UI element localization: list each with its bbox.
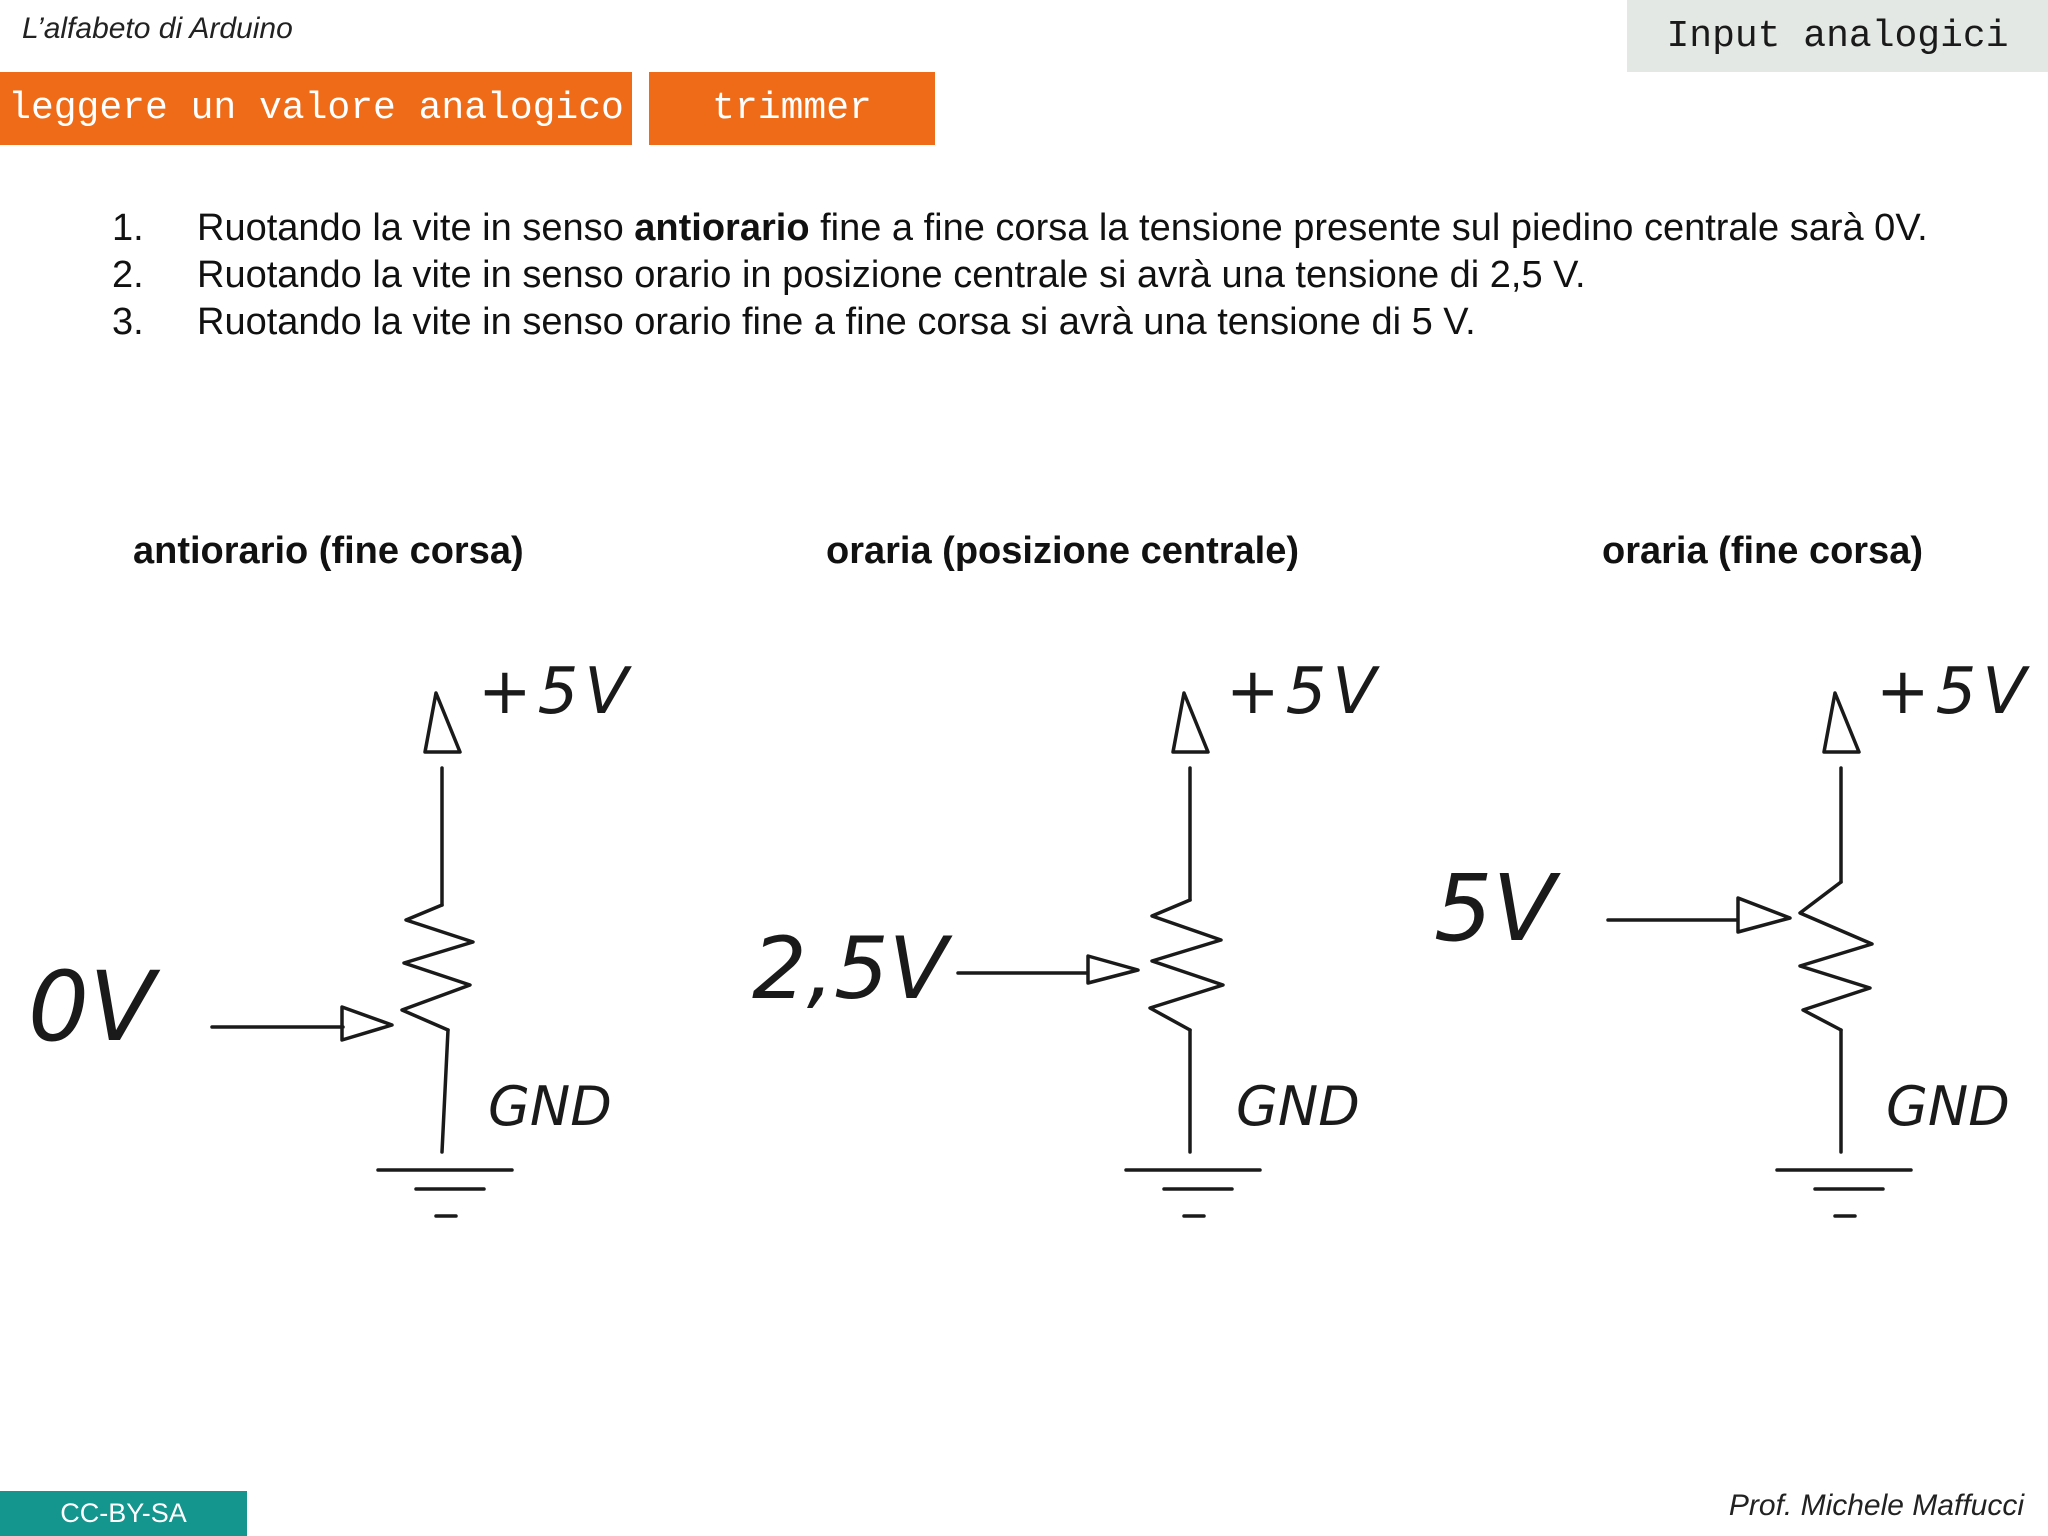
resistor-zigzag-icon	[1150, 900, 1223, 1030]
step-number: 3.	[112, 301, 144, 343]
brand-title: L’alfabeto di Arduino	[22, 12, 293, 45]
schematic-cw-end	[1608, 693, 1911, 1216]
diagram-title-cw-center: oraria (posizione centrale)	[826, 530, 1300, 572]
topic-tag-trimmer: trimmer	[649, 72, 935, 145]
author-name: Prof. Michele Maffucci	[1728, 1489, 2024, 1522]
ground-icon	[1777, 1170, 1911, 1216]
wiper-voltage-label: 2,5V	[752, 919, 948, 1019]
step-text-bold: antiorario	[634, 207, 810, 249]
wire-bottom	[442, 1030, 448, 1152]
wiper-voltage-label: 5V	[1434, 855, 1556, 962]
supply-label: +5V	[1226, 655, 1383, 729]
schematic-ccw-end	[212, 693, 512, 1216]
step-number: 2.	[112, 254, 144, 296]
wiper-arrow-icon	[958, 956, 1138, 983]
diagram-title-ccw-end: antiorario (fine corsa)	[133, 530, 524, 572]
supply-label: +5V	[478, 655, 635, 729]
diagram-title-cw-end: oraria (fine corsa)	[1602, 530, 1923, 572]
ground-label: GND	[488, 1075, 612, 1138]
ground-label: GND	[1886, 1075, 2010, 1138]
ground-icon	[1126, 1170, 1260, 1216]
resistor-zigzag-icon	[1800, 882, 1872, 1030]
supply-arrow-icon	[425, 693, 460, 752]
step-text: Ruotando la vite in senso orario in posizione centrale si avrà una tensione di 2,5 V.	[197, 254, 1586, 296]
ground-label: GND	[1236, 1075, 1360, 1138]
topic-tag-analog-read: leggere un valore analogico	[0, 72, 632, 145]
license-badge: CC-BY-SA	[0, 1491, 247, 1536]
supply-arrow-icon	[1824, 693, 1859, 752]
step-text-pre: Ruotando la vite in senso	[197, 207, 635, 249]
ground-icon	[378, 1170, 512, 1216]
wiper-arrow-icon	[212, 1007, 392, 1040]
wiper-voltage-label: 0V	[28, 951, 155, 1063]
wiper-arrow-icon	[1608, 898, 1790, 932]
section-label: Input analogici	[1627, 0, 2048, 72]
resistor-zigzag-icon	[402, 905, 473, 1030]
schematic-cw-center	[958, 693, 1260, 1216]
step-text-post: fine a fine corsa la tensione presente sul piedino centrale sarà 0V.	[809, 207, 1928, 249]
step-text: Ruotando la vite in senso orario fine a fine corsa si avrà una tensione di 5 V.	[197, 301, 1476, 343]
step-number: 1.	[112, 207, 144, 249]
supply-label: +5V	[1876, 655, 2033, 729]
supply-arrow-icon	[1173, 693, 1208, 752]
